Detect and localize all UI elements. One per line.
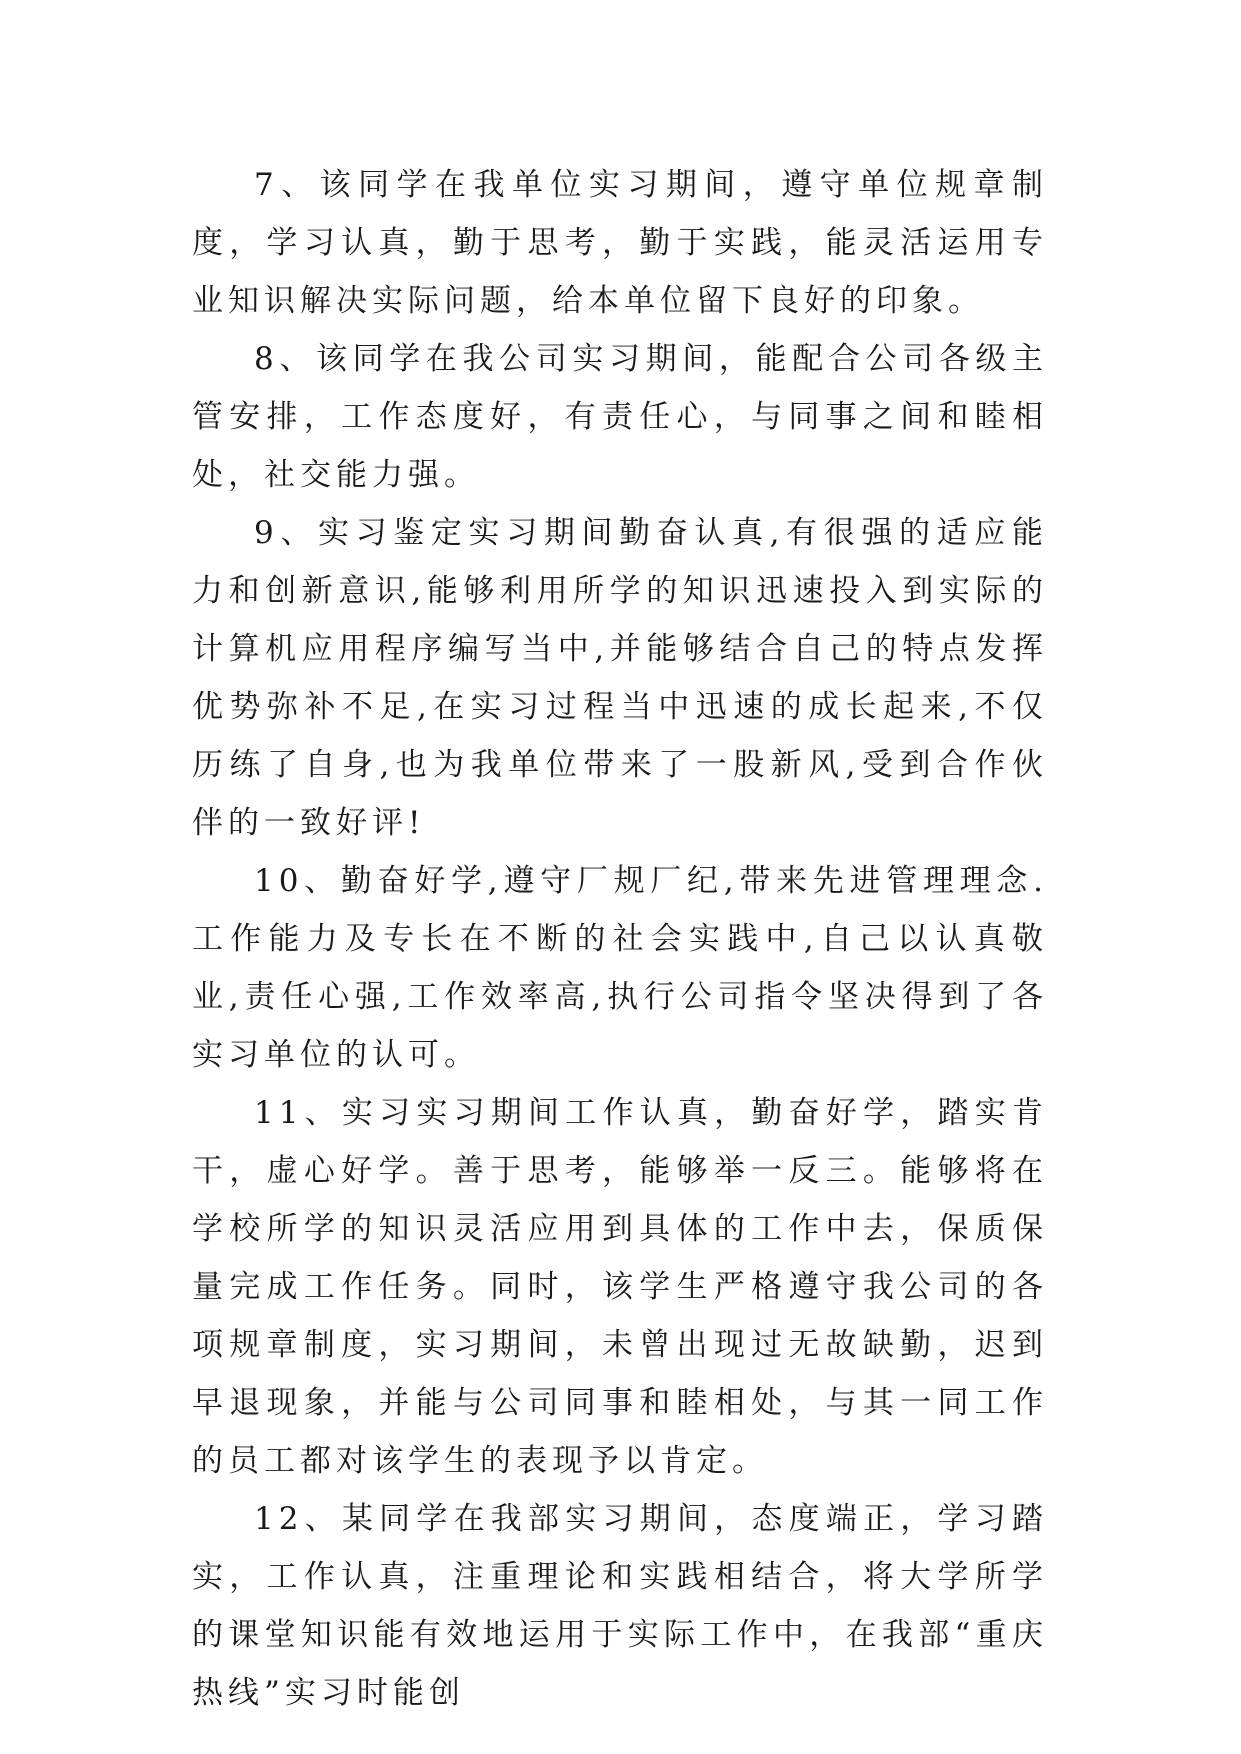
paragraph-9: 9、实习鉴定实习期间勤奋认真,有很强的适应能力和创新意识,能够利用所学的知识迅速投入到实际的计算机应用程序编写当中,并能够结合自己的特点发挥优势弥补不足,在实习过程当中迅速的成长起来,不仅历练了自身,也为我单位带来了一股新风,受到合作伙伴的一致好评! [192,515,1048,841]
paragraph-11: 11、实习实习期间工作认真，勤奋好学，踏实肯干，虚心好学。善于思考，能够举一反三。能够将在学校所学的知识灵活应用到具体的工作中去，保质保量完成工作任务。同时，该学生严格遵守我公司的各项规章制度，实习期间，未曾出现过无故缺勤，迟到早退现象，并能与公司同事和睦相处，与其一同工作的员工都对该学生的表现予以肯定。 [192,1095,1048,1479]
paragraph-7: 7、该同学在我单位实习期间，遵守单位规章制度，学习认真，勤于思考，勤于实践，能灵活运用专业知识解决实际问题，给本单位留下良好的印象。 [192,167,1048,319]
paragraph-10: 10、勤奋好学,遵守厂规厂纪,带来先进管理理念.工作能力及专长在不断的社会实践中,自己以认真敬业,责任心强,工作效率高,执行公司指令坚决得到了各实习单位的认可。 [192,863,1048,1073]
paragraph-8: 8、该同学在我公司实习期间，能配合公司各级主管安排，工作态度好，有责任心，与同事之间和睦相处，社交能力强。 [192,341,1048,493]
document-body [192,156,1048,1722]
paragraph-12: 12、某同学在我部实习期间，态度端正，学习踏实，工作认真，注重理论和实践相结合，将大学所学的课堂知识能有效地运用于实际工作中，在我部“重庆热线”实习时能创 [192,1501,1048,1711]
